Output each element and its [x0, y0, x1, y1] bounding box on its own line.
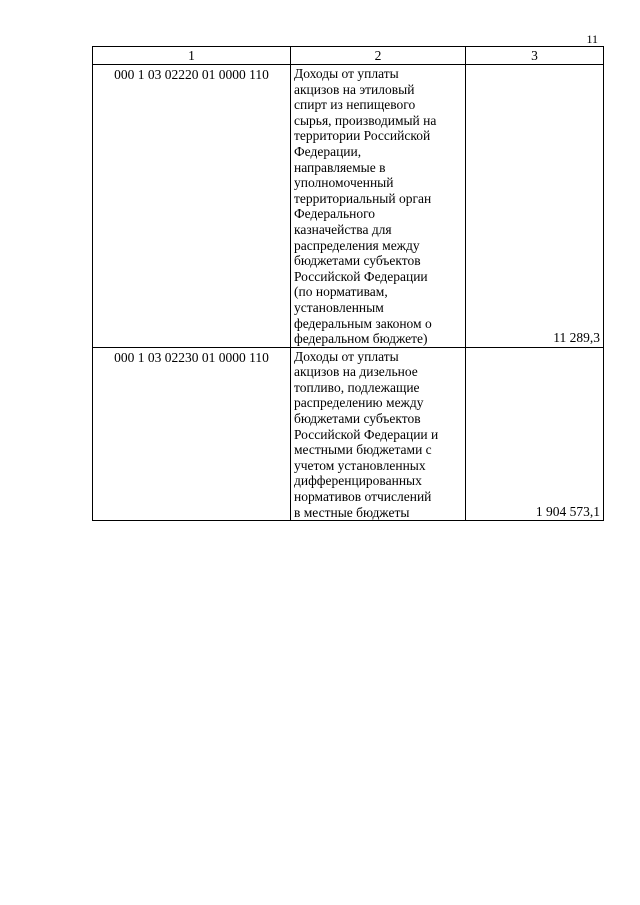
budget-revenue-table: [92, 46, 604, 521]
table-row: [93, 65, 604, 348]
column-header-3: 3: [466, 47, 604, 65]
revenue-code-cell: 000 1 03 02220 01 0000 110: [93, 65, 291, 348]
revenue-description-cell: Доходы от уплаты акцизов на этиловый спирт из непищевого сырья, производимый на территории Российской Федерации, направляемые в уполномоченный территориальный орган Федерального казначейства для распределения между бюджетами субъектов Российской Федерации (по нормативам, установленным федеральным законом о федеральном бюджете): [291, 65, 466, 348]
revenue-amount-cell: 11 289,3: [466, 65, 604, 348]
revenue-description-cell: Доходы от уплаты акцизов на дизельное топливо, подлежащие распределению между бюджетами субъектов Российской Федерации и местными бюджетами с учетом установленных дифференцированных нормативов отчислений в местные бюджеты: [291, 347, 466, 521]
table-row: [93, 347, 604, 521]
revenue-amount-cell: 1 904 573,1: [466, 347, 604, 521]
page-number: 11: [586, 32, 598, 46]
column-header-1: 1: [93, 47, 291, 65]
column-header-2: 2: [291, 47, 466, 65]
table-header-row: [93, 47, 604, 65]
revenue-code-cell: 000 1 03 02230 01 0000 110: [93, 347, 291, 521]
